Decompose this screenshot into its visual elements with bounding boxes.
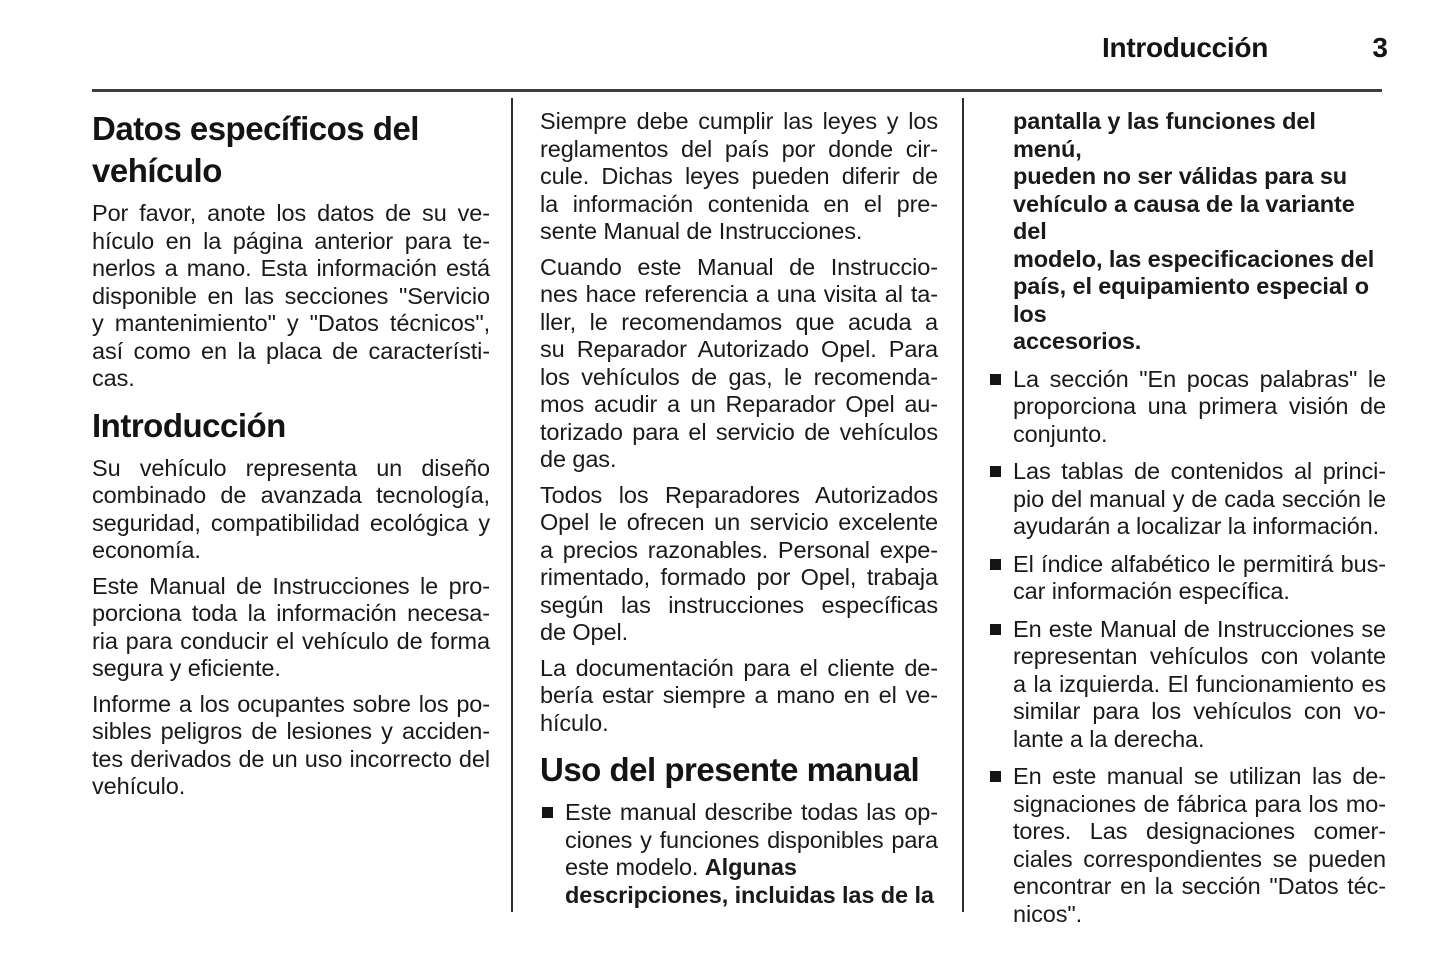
bullet-item — [988, 616, 1386, 754]
heading-line: Uso del presente manual — [540, 751, 920, 788]
text-line: Este Manual de Instrucciones le pro- — [92, 572, 490, 599]
text-line: car información específica. — [1013, 578, 1290, 604]
bullet-item — [988, 763, 1386, 928]
text-line: representan vehículos con volante — [1013, 643, 1386, 669]
text-line: La sección "En pocas palabras" le — [1013, 365, 1386, 392]
text-line — [565, 882, 938, 910]
text-line: Informe a los ocupantes sobre los po- — [92, 690, 490, 717]
text-line: seguridad, compatibilidad ecológica y — [92, 509, 490, 536]
text-line: mos acudir a un Reparador Opel au- — [540, 391, 938, 417]
bullet-item — [988, 458, 1386, 541]
text-line: ayudarán a localizar la información. — [1013, 513, 1380, 539]
bullet-item — [540, 799, 938, 909]
text-line: a precios razonables. Personal expe- — [540, 536, 938, 563]
bullet-square-icon — [990, 559, 1001, 570]
text-line: de Opel. — [540, 619, 629, 645]
bullet-square-icon — [990, 374, 1001, 385]
bullet-square-icon — [542, 807, 553, 818]
bullet-square-icon — [990, 771, 1001, 782]
paragraph — [540, 482, 938, 647]
text-line — [565, 854, 938, 882]
text-line: Su vehículo representa un diseño — [92, 454, 490, 481]
text-line: modelo, las especificaciones del — [1013, 245, 1375, 272]
bullet-square-icon — [990, 624, 1001, 635]
text-line: país, el equipamiento especial o los — [1013, 273, 1369, 327]
text-line: hículo en la página anterior para te- — [92, 227, 490, 254]
section-heading — [92, 405, 490, 447]
text-line: de gas. — [540, 446, 617, 472]
text-line: y mantenimiento" y "Datos técnicos", — [92, 310, 490, 336]
header-page-number: 3 — [1372, 32, 1388, 63]
column-3 — [988, 108, 1386, 938]
text-line: similar para los vehículos con vo- — [1013, 698, 1386, 724]
heading-line: Datos específicos del — [92, 110, 419, 147]
text-line: El índice alfabético le permitirá bus- — [1013, 550, 1386, 577]
text-line: Todos los Reparadores Autorizados — [540, 481, 938, 508]
section-heading — [92, 108, 490, 192]
text-line: Siempre debe cumplir las leyes y los — [540, 108, 938, 134]
bullet-item — [988, 366, 1386, 449]
text-line: ria para conducir el vehículo de forma — [92, 627, 490, 654]
header-rule — [92, 89, 1382, 92]
text-line: porciona toda la información necesa- — [92, 600, 490, 626]
text-segment: este modelo. — [565, 854, 705, 880]
text-line: su Reparador Autorizado Opel. Para — [540, 336, 938, 362]
text-line: pio del manual y de cada sección le — [1013, 485, 1386, 512]
text-line: ciales correspondientes se pueden — [1013, 845, 1386, 872]
bullet-square-icon — [990, 466, 1001, 477]
paragraph — [540, 655, 938, 738]
text-line: sibles peligros de lesiones y acciden- — [92, 718, 490, 744]
text-line: tes derivados de un uso incorrecto del — [92, 745, 490, 772]
bullet-item — [988, 551, 1386, 606]
text-line: Este manual describe todas las op- — [565, 799, 938, 825]
text-line: Opel le ofrecen un servicio excelente — [540, 509, 938, 535]
text-line: Las tablas de contenidos al princi- — [1013, 458, 1386, 484]
text-line: Por favor, anote los datos de su ve- — [92, 200, 490, 226]
text-line: cas. — [92, 365, 135, 391]
section-heading — [540, 749, 938, 791]
text-line: nerlos a mano. Esta información está — [92, 255, 490, 281]
text-line: reglamentos del país por donde cir- — [540, 135, 938, 162]
text-line: a la izquierda. El funcionamiento es — [1013, 670, 1386, 697]
text-line: según las instrucciones específicas — [540, 591, 938, 618]
text-line: pantalla y las funciones del menú, — [1013, 108, 1316, 162]
text-line: bería estar siempre a mano en el ve- — [540, 682, 938, 708]
text-line: conjunto. — [1013, 420, 1108, 447]
text-line: disponible en las secciones "Servicio — [92, 282, 490, 309]
text-line: sente Manual de Instrucciones. — [540, 218, 863, 244]
text-line: ller, le recomendamos que acuda a — [540, 308, 938, 335]
header-section-title: Introducción — [1102, 32, 1268, 63]
text-line: pueden no ser válidas para su — [1013, 163, 1348, 189]
text-line: así como en la placa de característi- — [92, 337, 490, 364]
text-line: signaciones de fábrica para los mo- — [1013, 790, 1386, 817]
column-2 — [540, 108, 938, 919]
text-line: encontrar en la sección "Datos téc- — [1013, 873, 1386, 899]
column-1 — [92, 108, 490, 809]
text-line: nicos". — [1013, 900, 1083, 927]
paragraph — [92, 455, 490, 565]
paragraph — [540, 254, 938, 474]
text-line: hículo. — [540, 709, 609, 736]
text-segment: Algunas — [704, 854, 797, 880]
text-line: cule. Dichas leyes pueden diferir de — [540, 163, 938, 189]
text-line: segura y eficiente. — [92, 655, 281, 681]
text-line: combinado de avanzada tecnología, — [92, 482, 490, 508]
paragraph — [92, 691, 490, 801]
text-line: vehículo. — [92, 773, 186, 799]
column-divider-2 — [962, 98, 964, 912]
paragraph — [92, 200, 490, 393]
text-line: En este Manual de Instrucciones se — [1013, 615, 1386, 642]
text-line: Cuando este Manual de Instruccio- — [540, 253, 938, 280]
text-line: La documentación para el cliente de- — [540, 654, 938, 681]
text-line: nes hace referencia a una visita al ta- — [540, 281, 938, 307]
text-line: economía. — [92, 537, 201, 563]
text-line: los vehículos de gas, le recomenda- — [540, 363, 938, 390]
text-line: vehículo a causa de la variante del — [1013, 190, 1355, 244]
heading-line: vehículo — [92, 152, 222, 189]
text-line: proporciona una primera visión de — [1013, 393, 1386, 419]
text-line: ciones y funciones disponibles para — [565, 826, 938, 853]
text-line: lante a la derecha. — [1013, 725, 1205, 752]
paragraph — [540, 108, 938, 246]
text-line: En este manual se utilizan las de- — [1013, 763, 1386, 789]
heading-line: Introducción — [92, 406, 286, 444]
paragraph — [92, 573, 490, 683]
text-segment: descripciones, incluidas las de la — [565, 881, 934, 908]
paragraph — [988, 108, 1386, 356]
text-line: accesorios. — [1013, 328, 1142, 354]
text-line: torizado para el servicio de vehículos — [540, 418, 938, 445]
text-line: tores. Las designaciones comer- — [1013, 818, 1386, 844]
text-line: rimentado, formado por Opel, trabaja — [540, 564, 938, 590]
column-divider-1 — [511, 98, 513, 912]
text-line: la información contenida en el pre- — [540, 190, 938, 217]
